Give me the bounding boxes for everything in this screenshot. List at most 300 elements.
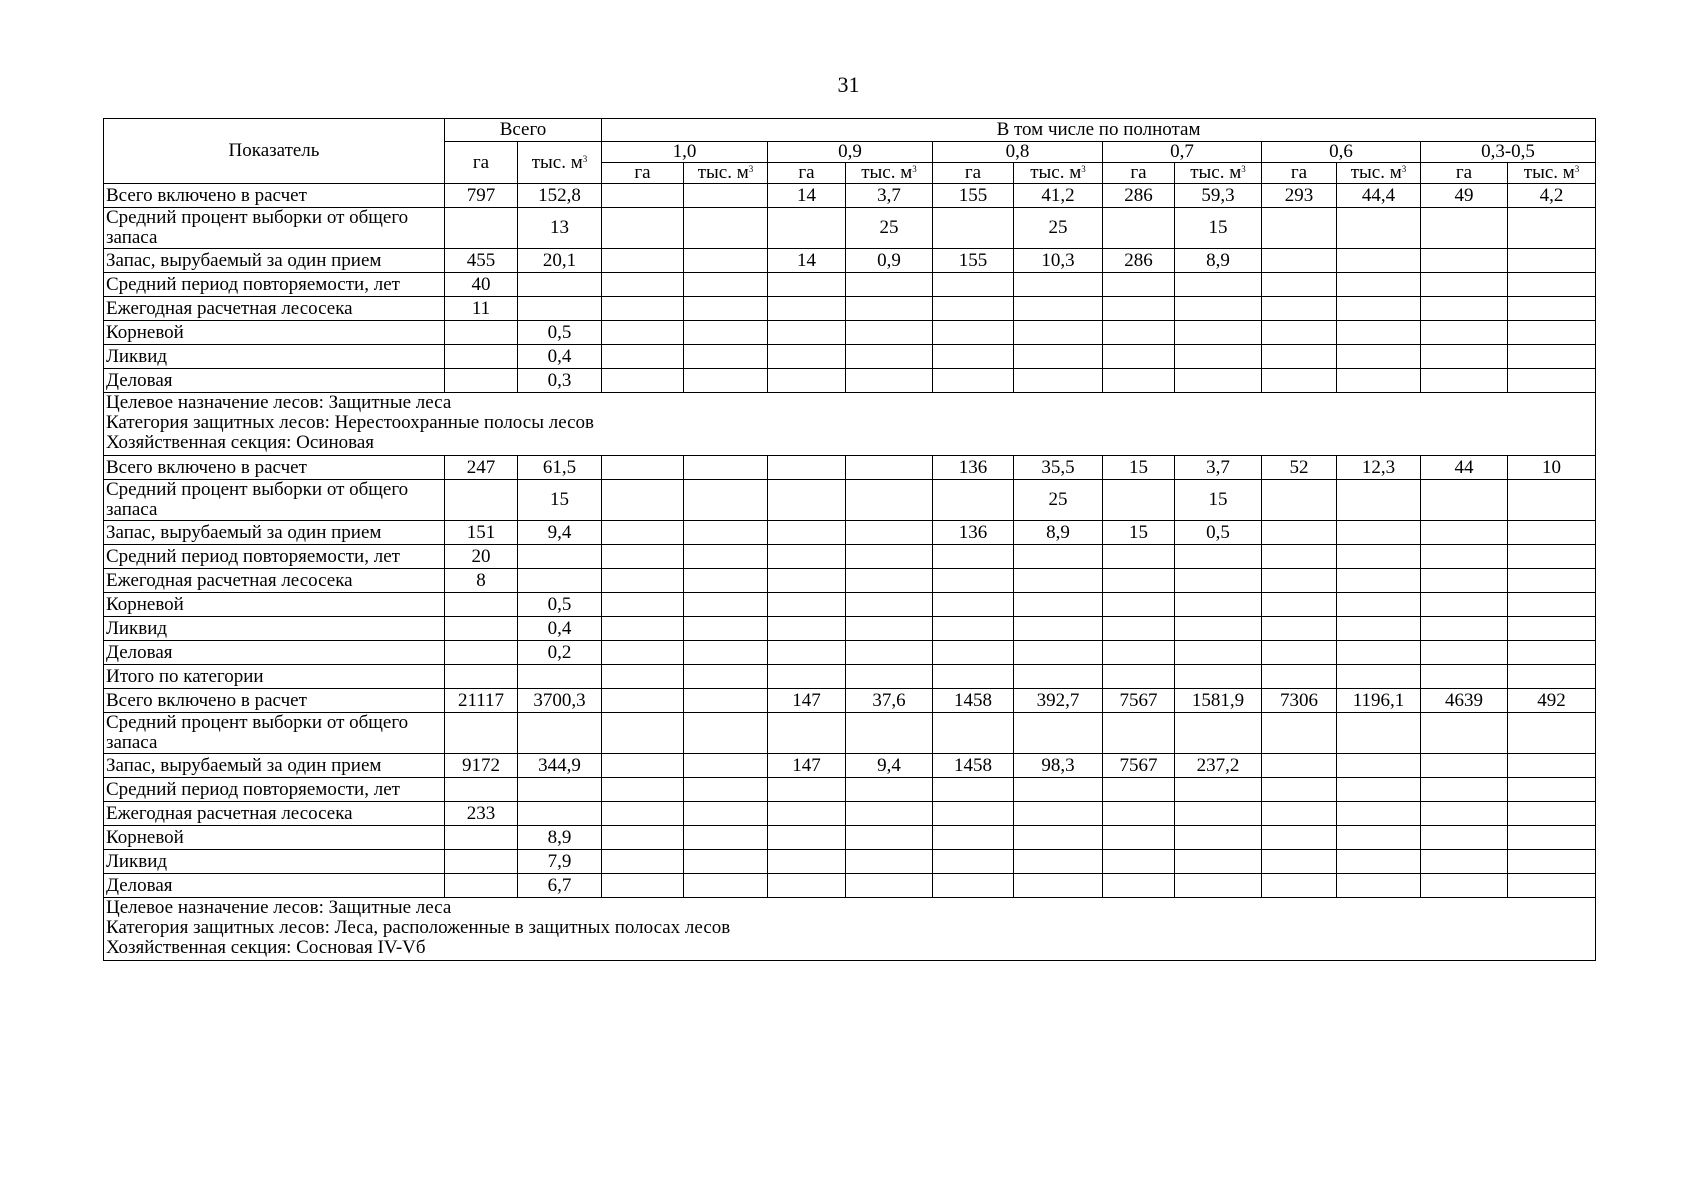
table-cell — [1262, 521, 1337, 545]
table-cell — [933, 802, 1014, 826]
table-cell: 9172 — [445, 754, 518, 778]
table-cell — [602, 569, 684, 593]
table-cell — [768, 480, 846, 521]
table-cell: 151 — [445, 521, 518, 545]
table-cell — [1337, 593, 1421, 617]
table-cell — [684, 593, 768, 617]
header-unit-volume: тыс. $м^3$ — [1508, 163, 1596, 184]
row-label: Ежегодная расчетная лесосека — [104, 802, 445, 826]
table-cell — [445, 593, 518, 617]
table-cell — [602, 802, 684, 826]
table-cell — [1421, 617, 1508, 641]
table-cell: 0,5 — [518, 321, 602, 345]
table-cell — [1175, 545, 1262, 569]
table-cell — [1262, 665, 1337, 689]
table-cell — [1421, 369, 1508, 393]
table-cell — [846, 369, 933, 393]
row-label: Всего включено в расчет — [104, 689, 445, 713]
table-cell — [1175, 826, 1262, 850]
row-label: Запас, вырубаемый за один прием — [104, 521, 445, 545]
header-unit-volume: тыс. $м^3$ — [1014, 163, 1103, 184]
page-number: 31 — [837, 72, 860, 97]
table-cell — [768, 208, 846, 249]
table-cell — [1508, 850, 1596, 874]
table-row — [104, 321, 1596, 345]
table-cell — [1262, 249, 1337, 273]
table-cell — [684, 321, 768, 345]
table-cell — [846, 850, 933, 874]
table-cell: 286 — [1103, 184, 1175, 208]
table-cell — [602, 826, 684, 850]
table-row — [104, 689, 1596, 713]
table-cell: 15 — [1175, 480, 1262, 521]
section-heading-line: Целевое назначение лесов: Защитные леса — [106, 897, 452, 918]
table-cell — [1014, 713, 1103, 754]
table-cell — [1421, 249, 1508, 273]
table-cell — [1337, 778, 1421, 802]
table-cell — [768, 850, 846, 874]
table-cell — [518, 545, 602, 569]
table-cell: 49 — [1421, 184, 1508, 208]
table-cell: 6,7 — [518, 874, 602, 898]
table-cell — [1262, 850, 1337, 874]
table-cell — [1014, 641, 1103, 665]
table-cell — [1103, 802, 1175, 826]
table-cell — [933, 569, 1014, 593]
table-cell: 0,4 — [518, 345, 602, 369]
table-cell — [1103, 874, 1175, 898]
table-cell — [1508, 249, 1596, 273]
table-cell: 1458 — [933, 754, 1014, 778]
table-cell — [1014, 617, 1103, 641]
table-cell — [1262, 826, 1337, 850]
table-cell — [1103, 850, 1175, 874]
table-cell — [1262, 713, 1337, 754]
table-cell — [1421, 826, 1508, 850]
table-cell — [1103, 208, 1175, 249]
table-cell: 52 — [1262, 456, 1337, 480]
table-cell — [1337, 874, 1421, 898]
table-cell: 0,5 — [518, 593, 602, 617]
table-cell — [1262, 802, 1337, 826]
table-cell — [1337, 321, 1421, 345]
table-cell: 344,9 — [518, 754, 602, 778]
table-cell: 8,9 — [1175, 249, 1262, 273]
row-label: Средний процент выборки от общего запаса — [104, 713, 445, 754]
table-cell: 4,2 — [1508, 184, 1596, 208]
table-cell — [1175, 345, 1262, 369]
table-cell — [1508, 778, 1596, 802]
table-cell — [768, 521, 846, 545]
table-cell: 1196,1 — [1337, 689, 1421, 713]
table-cell — [768, 545, 846, 569]
table-cell — [1421, 273, 1508, 297]
section-heading-line: Категория защитных лесов: Леса, расположенные в защитных полосах лесов — [106, 917, 731, 938]
table-cell — [1421, 545, 1508, 569]
table-cell — [445, 850, 518, 874]
table-cell — [1103, 778, 1175, 802]
table-cell — [1175, 665, 1262, 689]
table-cell — [846, 617, 933, 641]
table-cell: 15 — [518, 480, 602, 521]
table-cell — [933, 826, 1014, 850]
table-cell — [1421, 713, 1508, 754]
row-label: Ежегодная расчетная лесосека — [104, 297, 445, 321]
table-cell — [684, 569, 768, 593]
table-cell — [1421, 802, 1508, 826]
table-cell — [518, 802, 602, 826]
table-cell — [445, 826, 518, 850]
table-cell — [1337, 249, 1421, 273]
table-cell — [846, 593, 933, 617]
table-cell — [1508, 826, 1596, 850]
row-label: Деловая — [104, 874, 445, 898]
table-cell — [1421, 754, 1508, 778]
table-cell — [1014, 273, 1103, 297]
table-cell — [1103, 569, 1175, 593]
table-row — [104, 345, 1596, 369]
table-cell: 7567 — [1103, 754, 1175, 778]
table-cell: 147 — [768, 689, 846, 713]
table-cell — [602, 184, 684, 208]
table-cell — [445, 321, 518, 345]
table-cell — [1337, 208, 1421, 249]
table-cell — [602, 369, 684, 393]
table-cell — [602, 713, 684, 754]
table-row — [104, 874, 1596, 898]
table-cell — [684, 850, 768, 874]
table-cell — [768, 297, 846, 321]
table-cell: 3,7 — [1175, 456, 1262, 480]
table-cell — [846, 480, 933, 521]
table-cell — [1262, 778, 1337, 802]
table-cell: 25 — [1014, 208, 1103, 249]
table-cell — [445, 665, 518, 689]
table-cell — [1014, 874, 1103, 898]
table-cell — [684, 665, 768, 689]
header-unit-volume: тыс. $м^3$ — [846, 163, 933, 184]
table-cell — [684, 826, 768, 850]
table-cell — [1421, 569, 1508, 593]
table-cell: 147 — [768, 754, 846, 778]
table-cell: 35,5 — [1014, 456, 1103, 480]
table-cell: 0,5 — [1175, 521, 1262, 545]
table-cell — [933, 778, 1014, 802]
table-cell — [1337, 345, 1421, 369]
table-cell — [1103, 273, 1175, 297]
table-cell — [1175, 713, 1262, 754]
table-cell — [1421, 593, 1508, 617]
table-cell — [518, 569, 602, 593]
section-heading-line: Хозяйственная секция: Осиновая — [106, 432, 375, 453]
table-cell: 3,7 — [846, 184, 933, 208]
table-cell — [1014, 321, 1103, 345]
table-cell — [1175, 321, 1262, 345]
table-cell — [1014, 593, 1103, 617]
table-cell — [1337, 297, 1421, 321]
header-unit-volume: тыс. $м^3$ — [1337, 163, 1421, 184]
table-cell — [602, 850, 684, 874]
table-cell: 20,1 — [518, 249, 602, 273]
table-row — [104, 665, 1596, 689]
row-label: Деловая — [104, 369, 445, 393]
table-cell — [1175, 641, 1262, 665]
table-cell — [1337, 826, 1421, 850]
table-cell — [933, 850, 1014, 874]
table-cell — [1337, 369, 1421, 393]
table-cell — [602, 521, 684, 545]
table-cell — [1337, 850, 1421, 874]
table-cell: 1581,9 — [1175, 689, 1262, 713]
table-cell — [1508, 273, 1596, 297]
table-cell: 9,4 — [518, 521, 602, 545]
table-cell — [684, 521, 768, 545]
table-cell — [1014, 345, 1103, 369]
table-row — [104, 850, 1596, 874]
table-cell — [602, 273, 684, 297]
table-cell — [1421, 297, 1508, 321]
table-cell: 25 — [846, 208, 933, 249]
row-label: Ежегодная расчетная лесосека — [104, 569, 445, 593]
table-cell — [1337, 754, 1421, 778]
table-cell — [768, 826, 846, 850]
header-density: 0,7 — [1103, 142, 1262, 163]
table-cell — [1508, 521, 1596, 545]
table-cell — [1421, 641, 1508, 665]
table-cell — [768, 802, 846, 826]
table-cell — [1103, 321, 1175, 345]
table-cell — [768, 345, 846, 369]
table-cell — [602, 545, 684, 569]
table-cell — [1337, 569, 1421, 593]
table-cell — [768, 321, 846, 345]
table-cell — [768, 456, 846, 480]
table-cell: 492 — [1508, 689, 1596, 713]
header-unit-ha: га — [1262, 163, 1337, 184]
section-heading — [104, 393, 1596, 456]
table-cell — [933, 545, 1014, 569]
table-cell — [1103, 593, 1175, 617]
table-cell — [1262, 545, 1337, 569]
table-cell: 7306 — [1262, 689, 1337, 713]
table-cell — [846, 456, 933, 480]
header-density: 0,6 — [1262, 142, 1421, 163]
table-cell — [1337, 273, 1421, 297]
table-cell: 98,3 — [1014, 754, 1103, 778]
table-cell — [1337, 617, 1421, 641]
table-cell — [445, 641, 518, 665]
header-indicator: Показатель — [104, 119, 445, 184]
table-cell — [1103, 369, 1175, 393]
table-cell — [602, 641, 684, 665]
table-cell — [768, 713, 846, 754]
table-cell — [1337, 521, 1421, 545]
table-cell — [445, 713, 518, 754]
table-cell — [1262, 569, 1337, 593]
table-cell — [1175, 778, 1262, 802]
table-cell — [933, 480, 1014, 521]
table-cell — [518, 665, 602, 689]
table-cell — [1262, 208, 1337, 249]
table-cell — [518, 273, 602, 297]
table-cell — [933, 321, 1014, 345]
table-cell — [602, 665, 684, 689]
table-cell — [1175, 369, 1262, 393]
table-cell — [684, 641, 768, 665]
table-cell — [1014, 297, 1103, 321]
table-cell — [846, 345, 933, 369]
table-cell — [518, 297, 602, 321]
table-cell — [1175, 593, 1262, 617]
table-row — [104, 456, 1596, 480]
table-cell — [1421, 345, 1508, 369]
table-cell — [684, 345, 768, 369]
allowable-cut-table — [103, 118, 1596, 961]
table-cell — [684, 249, 768, 273]
table-cell: 9,4 — [846, 754, 933, 778]
table-cell — [1421, 850, 1508, 874]
table-cell — [1421, 665, 1508, 689]
table-cell — [1421, 480, 1508, 521]
table-cell: 7567 — [1103, 689, 1175, 713]
table-cell — [1508, 569, 1596, 593]
header-unit-ha: га — [768, 163, 846, 184]
table-cell — [684, 802, 768, 826]
table-cell — [846, 665, 933, 689]
table-cell: 455 — [445, 249, 518, 273]
table-cell — [933, 345, 1014, 369]
table-cell — [684, 778, 768, 802]
table-cell: 155 — [933, 184, 1014, 208]
table-cell — [1103, 665, 1175, 689]
table-row — [104, 593, 1596, 617]
row-label: Итого по категории — [104, 665, 445, 689]
table-cell: 25 — [1014, 480, 1103, 521]
table-cell — [1175, 273, 1262, 297]
table-cell — [1262, 297, 1337, 321]
table-cell: 15 — [1103, 521, 1175, 545]
table-cell — [684, 456, 768, 480]
table-cell: 1458 — [933, 689, 1014, 713]
header-density: 0,3-0,5 — [1421, 142, 1596, 163]
table-cell — [1337, 545, 1421, 569]
table-cell: 44,4 — [1337, 184, 1421, 208]
table-cell: 237,2 — [1175, 754, 1262, 778]
table-cell — [445, 208, 518, 249]
table-cell — [1421, 521, 1508, 545]
table-cell — [1508, 369, 1596, 393]
header-total-volume: тыс. $м^3$ — [518, 142, 602, 184]
table-cell — [1421, 208, 1508, 249]
table-cell — [445, 617, 518, 641]
table-cell — [933, 273, 1014, 297]
table-body — [104, 184, 1596, 961]
table-cell — [846, 778, 933, 802]
table-cell: 37,6 — [846, 689, 933, 713]
table-row — [104, 480, 1596, 521]
row-label: Средний процент выборки от общего запаса — [104, 208, 445, 249]
header-unit-ha: га — [1103, 163, 1175, 184]
table-cell — [518, 778, 602, 802]
header-density: 0,8 — [933, 142, 1103, 163]
table-cell — [1103, 641, 1175, 665]
table-cell: 14 — [768, 184, 846, 208]
table-cell — [846, 569, 933, 593]
table-cell — [1337, 480, 1421, 521]
table-row — [104, 569, 1596, 593]
table-cell — [1175, 569, 1262, 593]
table-cell — [1421, 874, 1508, 898]
table-cell: 0,4 — [518, 617, 602, 641]
table-cell — [684, 208, 768, 249]
table-cell — [602, 754, 684, 778]
table-cell — [1508, 713, 1596, 754]
table-row — [104, 826, 1596, 850]
header-density: 1,0 — [602, 142, 768, 163]
table-cell — [1175, 850, 1262, 874]
row-label: Средний период повторяемости, лет — [104, 273, 445, 297]
section-heading-line: Хозяйственная секция: Сосновая IV-Vб — [106, 937, 426, 958]
table-cell — [1262, 874, 1337, 898]
table-cell — [518, 713, 602, 754]
table-cell — [846, 297, 933, 321]
table-cell: 0,3 — [518, 369, 602, 393]
row-label: Ликвид — [104, 850, 445, 874]
table-cell — [602, 480, 684, 521]
table-cell — [1014, 850, 1103, 874]
table-row — [104, 184, 1596, 208]
table-cell — [602, 874, 684, 898]
row-label: Деловая — [104, 641, 445, 665]
table-cell — [768, 617, 846, 641]
table-cell — [684, 184, 768, 208]
table-row — [104, 369, 1596, 393]
table-cell — [684, 874, 768, 898]
header-total-ha: га — [445, 142, 518, 184]
table-row — [104, 297, 1596, 321]
header-unit-ha: га — [1421, 163, 1508, 184]
table-cell — [1262, 617, 1337, 641]
header-unit-volume: тыс. $м^3$ — [684, 163, 768, 184]
table-cell — [602, 249, 684, 273]
table-cell: 20 — [445, 545, 518, 569]
table-cell — [846, 641, 933, 665]
header-unit-ha: га — [602, 163, 684, 184]
table-cell — [445, 480, 518, 521]
table-cell — [933, 665, 1014, 689]
section-heading-line: Категория защитных лесов: Нерестоохранные полосы лесов — [106, 412, 595, 433]
table-cell — [846, 273, 933, 297]
table-row — [104, 778, 1596, 802]
table-row — [104, 754, 1596, 778]
section-heading-row — [104, 898, 1596, 961]
table-cell — [846, 713, 933, 754]
header-density: 0,9 — [768, 142, 933, 163]
table-cell — [1103, 480, 1175, 521]
table-cell: 136 — [933, 521, 1014, 545]
table-cell: 8 — [445, 569, 518, 593]
table-cell — [684, 480, 768, 521]
table-cell — [1508, 754, 1596, 778]
table-cell: 0,2 — [518, 641, 602, 665]
table-cell — [933, 593, 1014, 617]
row-label: Корневой — [104, 321, 445, 345]
table-cell — [602, 297, 684, 321]
row-label: Запас, вырубаемый за один прием — [104, 754, 445, 778]
table-cell — [1262, 641, 1337, 665]
table-row — [104, 273, 1596, 297]
table-cell — [768, 665, 846, 689]
